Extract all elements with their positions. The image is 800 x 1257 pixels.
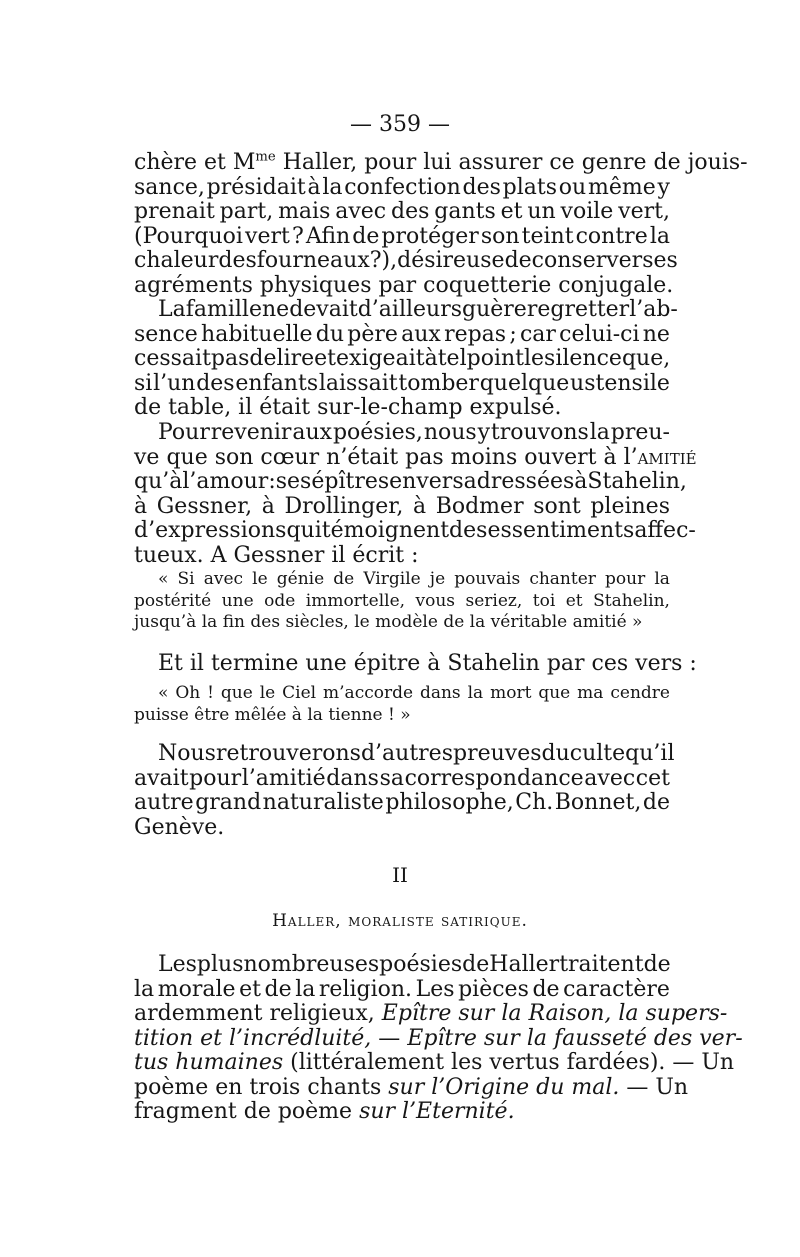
text-line: si l’un des enfants laissait tomber quelque ustensile <box>134 370 670 396</box>
text-line: la morale et de la religion. Les pièces de caractère <box>134 976 670 1002</box>
text-line: tus humaines (littéralement les vertus fardées). — Un <box>134 1050 735 1075</box>
text-line: La famille ne devait d’ailleurs guère regretter l’ab- <box>158 297 678 322</box>
text-line: cessait pas de lire et exigeait à tel point le silence que, <box>134 346 671 371</box>
text-line: fragment de poème sur l’Eternité. <box>134 1099 515 1124</box>
paragraph-1 <box>134 149 748 298</box>
text-line: Et il termine une épitre à Stahelin par ces vers : <box>158 651 697 676</box>
text-line: chaleur des fourneaux ?), désireuse de conserver ses <box>134 248 678 273</box>
text-line: Pour revenir aux poésies, nous y trouvons la preu- <box>158 420 670 445</box>
text-line: tition et l’incrédluité, — Epître sur la fausseté des ver- <box>134 1025 743 1051</box>
text-line: qu’à l’amour : ses épîtres en vers adressées à Stahelin, <box>134 469 687 494</box>
text-line: Les plus nombreuses poésies de Haller traitent de <box>158 952 671 977</box>
paragraph-3 <box>134 420 697 568</box>
text-line: Genève. <box>134 814 225 840</box>
text-line: sence habituelle du père aux repas ; car celui-ci ne <box>134 321 670 347</box>
text-line: ve que son cœur n’était pas moins ouvert à l’amitié <box>134 444 697 470</box>
quote-line: « Si avec le génie de Virgile je pouvais chanter pour la <box>158 569 670 589</box>
text-line: poème en trois chants sur l’Origine du mal. — Un <box>134 1074 689 1100</box>
text-line: prenait part, mais avec des gants et un voile vert, <box>134 199 670 224</box>
text-line: à Gessner, à Drollinger, à Bodmer sont pleines <box>134 493 670 519</box>
text-line: ardemment religieux, Epître sur la Raison, la supers- <box>134 1001 728 1026</box>
section-number: II <box>392 863 408 887</box>
quote-line: puisse être mêlée à la tienne ! » <box>134 704 411 725</box>
paragraph-2 <box>134 297 678 421</box>
text-line: sance, présidait à la confection des plats ou même y <box>134 174 670 200</box>
text-line: agréments physiques par coquetterie conjugale. <box>134 272 674 298</box>
block-quote-2 <box>134 683 670 726</box>
paragraph-4 <box>134 651 697 677</box>
quote-line: postérité une ode immortelle, vous seriez, toi et Stahelin, <box>134 590 670 611</box>
paragraph-5 <box>134 741 675 840</box>
block-quote-1 <box>134 569 670 634</box>
text-line: autre grand naturaliste philosophe, Ch. Bonnet, de <box>134 790 670 815</box>
page-number: — 359 — <box>350 112 450 137</box>
paragraph-6 <box>134 952 743 1125</box>
text-line: (Pourquoi vert ? Afin de protéger son teint contre la <box>134 223 670 249</box>
text-line: tueux. A Gessner il écrit : <box>134 542 419 568</box>
quote-line: « Oh ! que le Ciel m’accorde dans la mort que ma cendre <box>158 683 670 703</box>
text-line: d’expressions qui témoignent de ses sentiments affec- <box>134 518 696 543</box>
section-title: Haller, moraliste satirique. <box>272 911 528 931</box>
text-line: de table, il était sur-le-champ expulsé. <box>134 395 562 420</box>
quote-line: jusqu’à la fin des siècles, le modèle de la véritable amitié » <box>134 612 643 632</box>
text-line: chère et $M^{me}$ Haller, pour lui assurer ce genre de jouis- <box>134 149 748 175</box>
text-line: Nous retrouverons d’autres preuves du culte qu’il <box>158 741 675 766</box>
text-line: avait pour l’amitié dans sa correspondance avec cet <box>134 765 670 791</box>
